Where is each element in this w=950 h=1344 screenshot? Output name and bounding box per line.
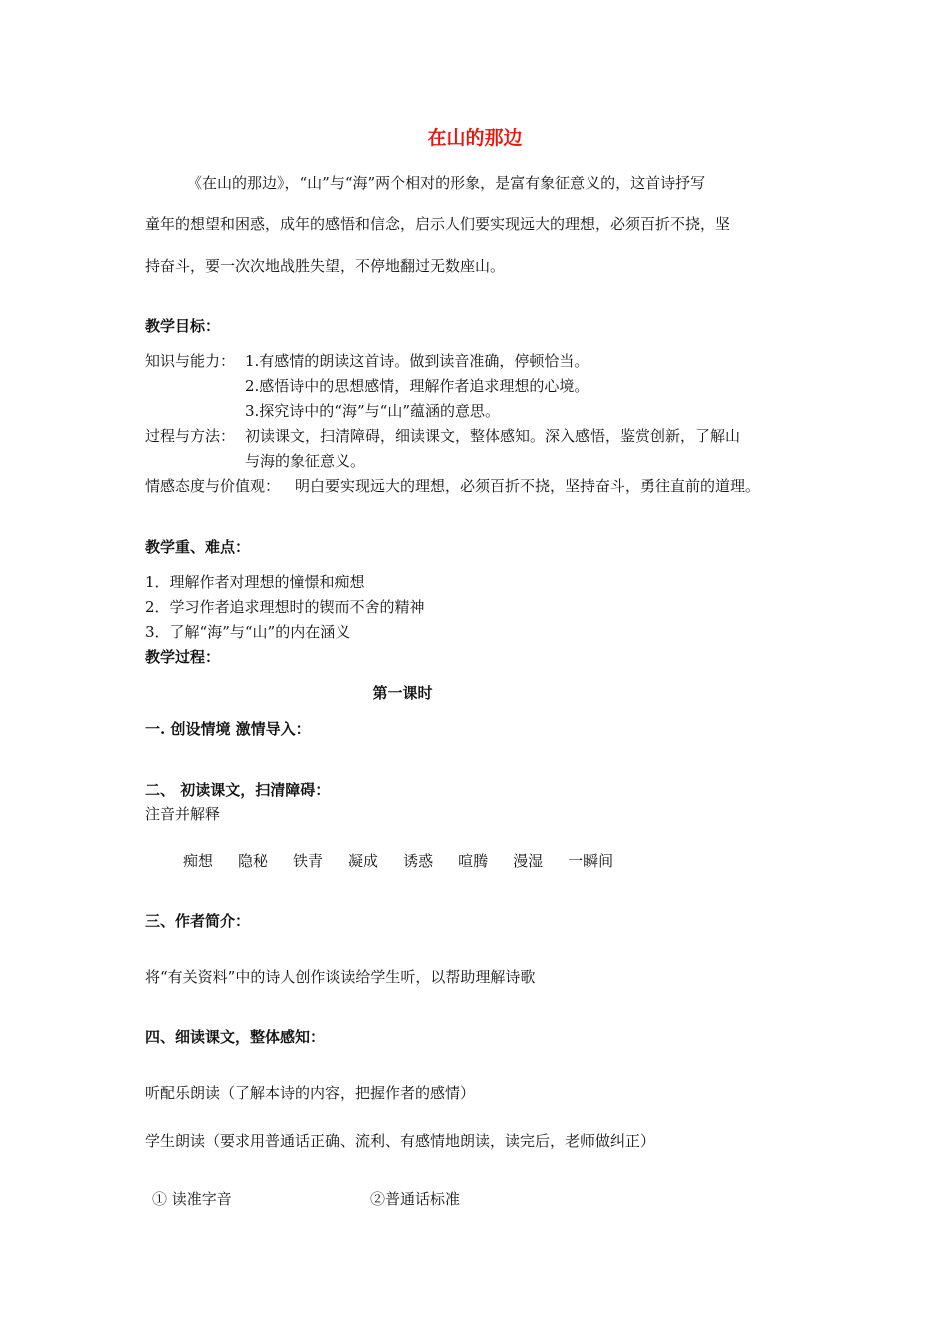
goals-knowledge-label: 知识与能力： (145, 352, 236, 370)
vocab-list (183, 851, 638, 871)
goals-process-2: 与海的象征意义。 (245, 452, 366, 470)
key-point-1: 1．理解作者对理想的憧憬和痴想 (145, 573, 365, 591)
section-2-heading: 二、 初读课文，扫清障碍： (145, 781, 331, 799)
vocab-item: 漫湿 (513, 852, 544, 870)
vocab-item: 凝成 (348, 852, 379, 870)
section-2-note: 注音并解释 (145, 805, 221, 823)
section-4-heading: 四、细读课文，整体感知： (145, 1028, 326, 1046)
goals-knowledge-3: 3.探究诗中的“海”与“山”蕴涵的意思。 (245, 402, 500, 420)
process-heading: 教学过程： (145, 648, 221, 666)
key-points-heading: 教学重、难点： (145, 538, 251, 556)
vocab-item: 喧腾 (458, 852, 489, 870)
reading-requirement-2: ②普通话标准 (370, 1190, 461, 1208)
document-title: 在山的那边 (427, 127, 523, 149)
goals-emotion-1: 明白要实现远大的理想，必须百折不挠，坚持奋斗，勇往直前的道理。 (295, 477, 761, 495)
vocab-item: 铁青 (293, 852, 324, 870)
section-1-heading: 一. 创设情境 激情导入： (145, 720, 311, 738)
key-point-3: 3．了解“海”与“山”的内在涵义 (145, 623, 351, 641)
goals-heading: 教学目标： (145, 317, 221, 335)
section-4-text-1: 听配乐朗读（了解本诗的内容，把握作者的感情） (145, 1084, 476, 1102)
reading-requirement-1: ① 读准字音 (152, 1190, 232, 1208)
intro-line-3: 持奋斗，要一次次地战胜失望，不停地翻过无数座山。 (145, 257, 506, 275)
goals-process-label: 过程与方法： (145, 427, 236, 445)
vocab-item: 隐秘 (238, 852, 269, 870)
goals-knowledge-2: 2.感悟诗中的思想感情，理解作者追求理想的心境。 (245, 377, 590, 395)
goals-emotion-label: 情感态度与价值观： (145, 477, 281, 495)
section-4-text-2: 学生朗读（要求用普通话正确、流利、有感情地朗读，读完后，老师做纠正） (145, 1132, 656, 1150)
vocab-item: 痴想 (183, 852, 214, 870)
section-3-text: 将“有关资料”中的诗人创作谈读给学生听，以帮助理解诗歌 (145, 968, 536, 986)
intro-line-2: 童年的想望和困惑，成年的感悟和信念，启示人们要实现远大的理想，必须百折不挠，坚 (145, 215, 731, 233)
goals-knowledge-1: 1.有感情的朗读这首诗。做到读音准确，停顿恰当。 (245, 352, 590, 370)
key-point-2: 2．学习作者追求理想时的锲而不舍的精神 (145, 598, 425, 616)
vocab-item: 诱惑 (403, 852, 434, 870)
vocab-item: 一瞬间 (568, 852, 614, 870)
lesson-title: 第一课时 (372, 684, 433, 702)
section-3-heading: 三、作者简介： (145, 912, 251, 930)
intro-line-1: 《在山的那边》，“山”与“海”两个相对的形象，是富有象征意义的，这首诗抒写 (187, 174, 706, 192)
goals-process-1: 初读课文，扫清障碍，细读课文，整体感知。深入感悟，鉴赏创新，了解山 (245, 427, 741, 445)
